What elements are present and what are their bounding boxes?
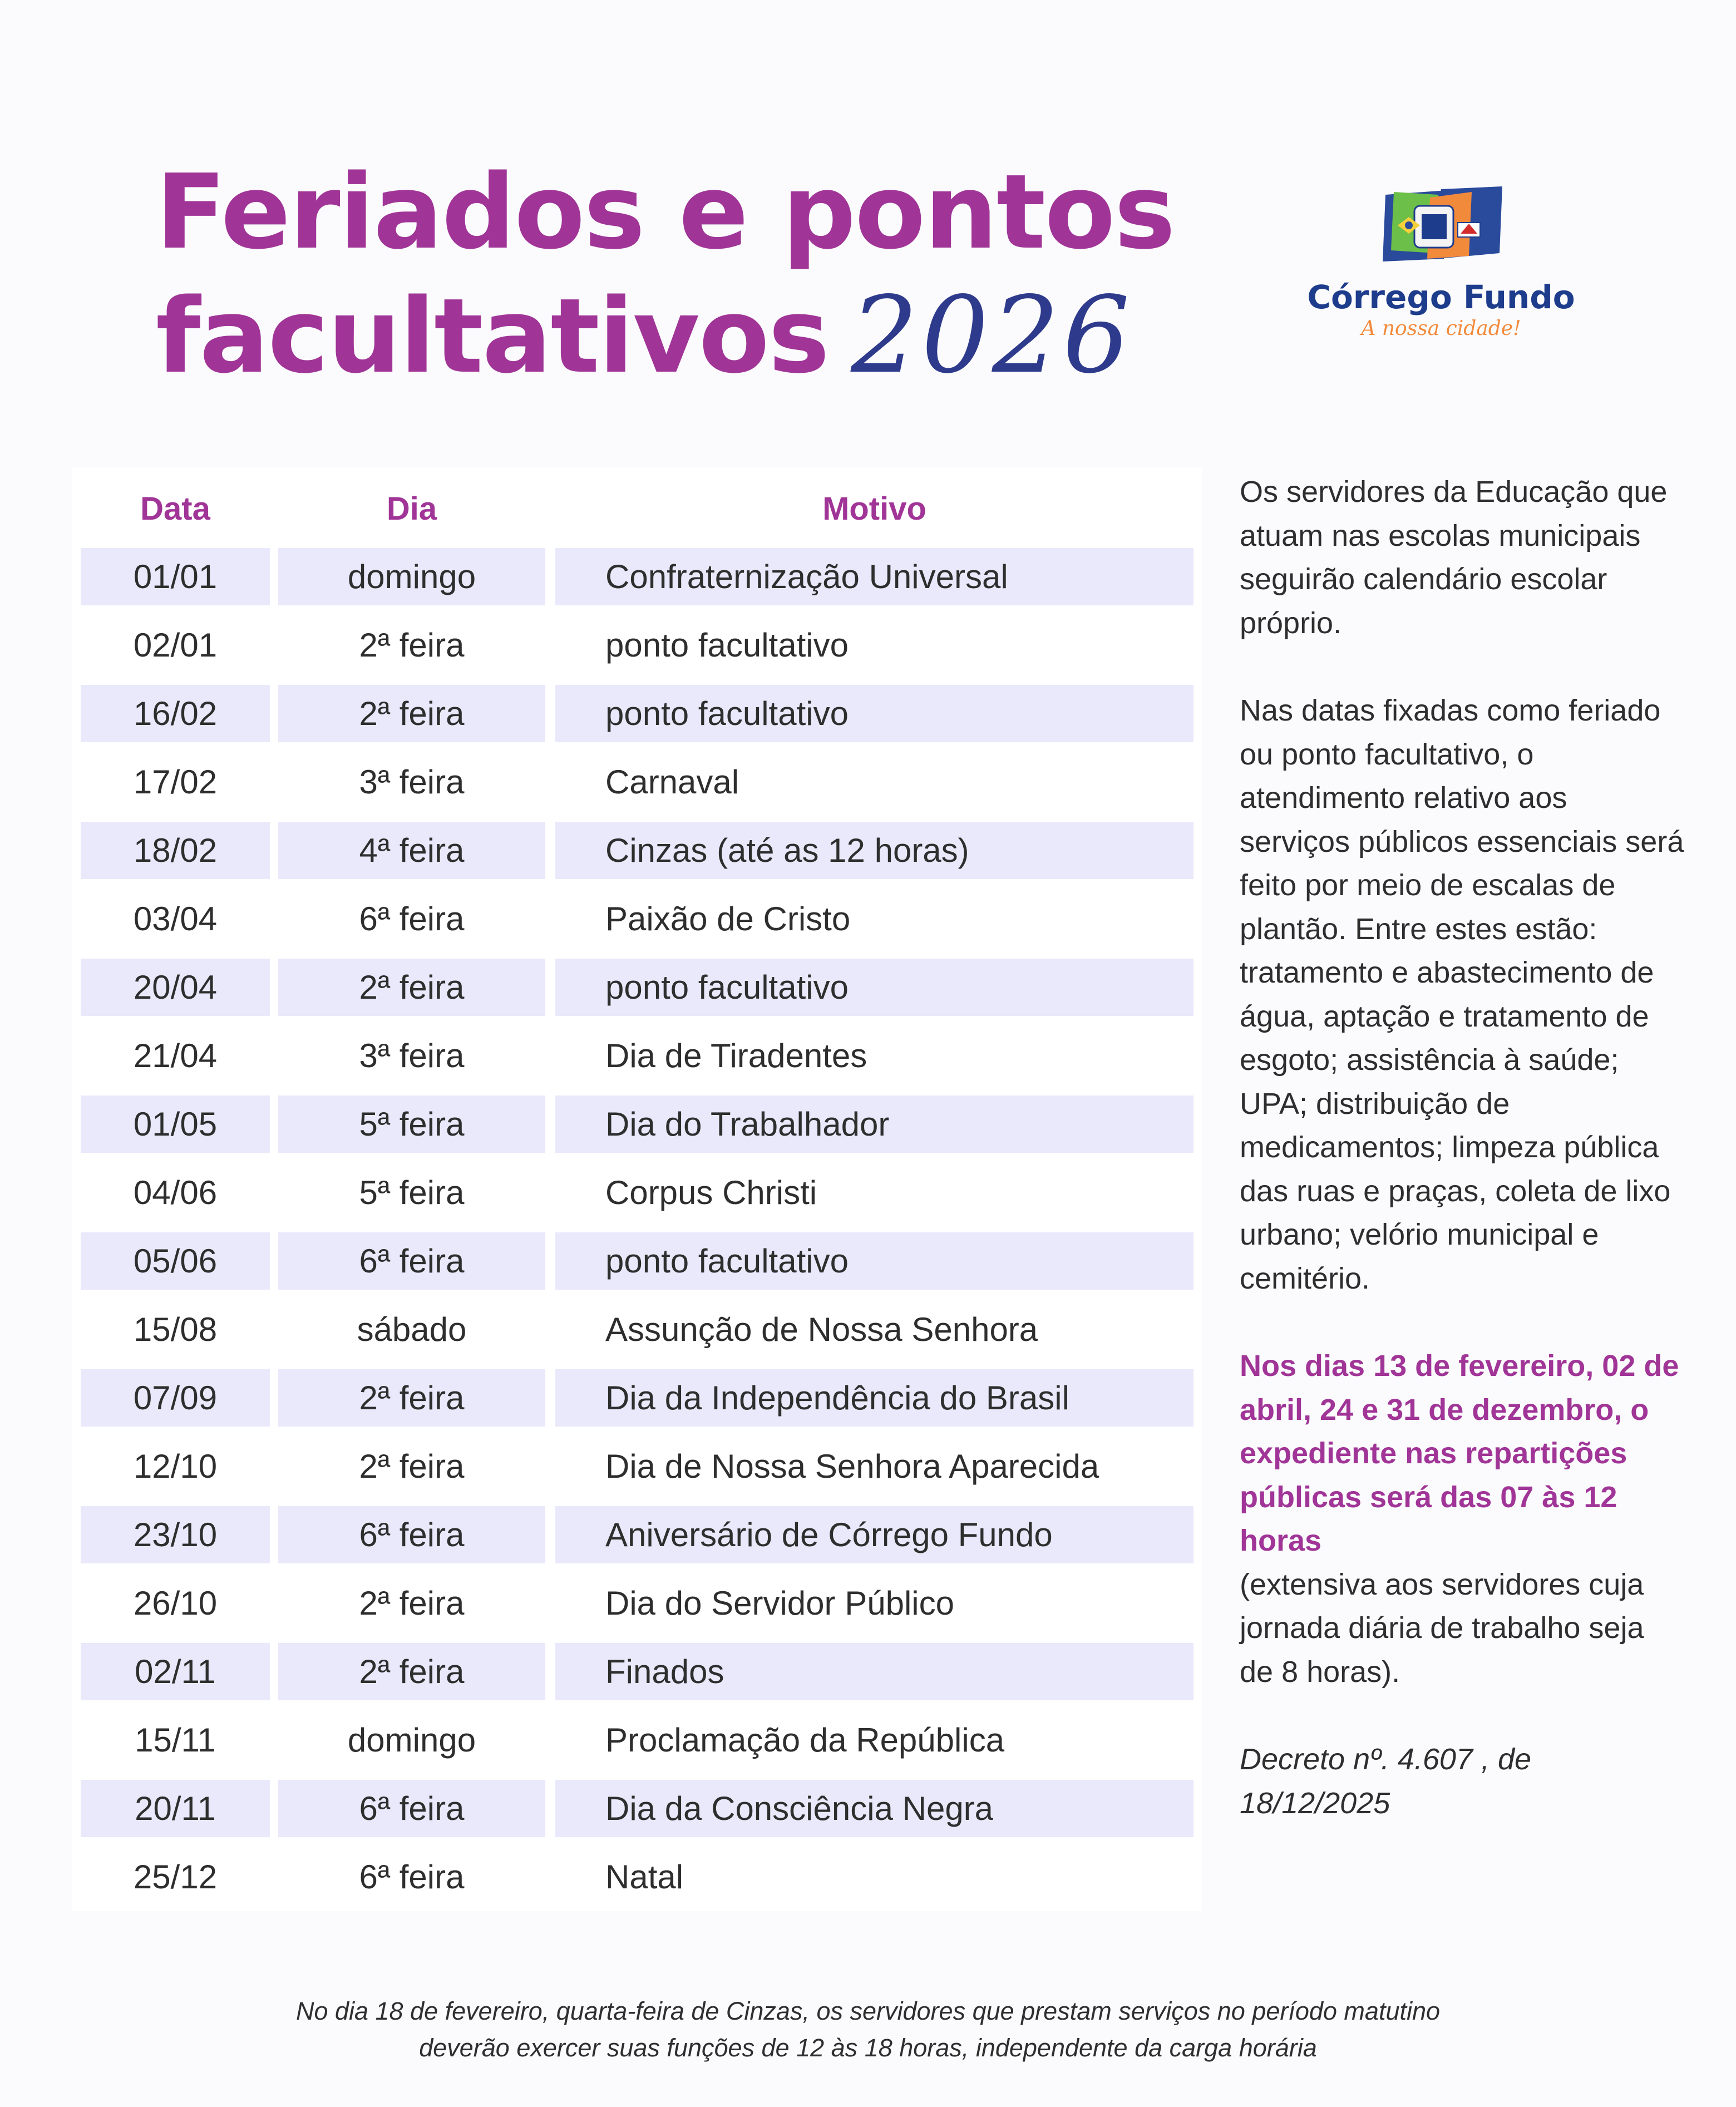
table-row <box>81 1093 1194 1161</box>
cell-date: 21/04 <box>133 1037 218 1074</box>
table-row <box>81 1298 1194 1366</box>
cell-day: domingo <box>278 548 545 605</box>
cell-date: 15/08 <box>133 1311 218 1348</box>
table-row <box>81 1777 1194 1846</box>
cell-day: 2ª feira <box>278 959 545 1016</box>
decree-reference: Decreto nº. 4.607 , de 18/12/2025 <box>1240 1743 1532 1820</box>
cell-day: 6ª feira <box>359 900 465 937</box>
cell-date: 15/11 <box>135 1721 216 1759</box>
table-row <box>81 682 1194 751</box>
cell-day: 6ª feira <box>278 1232 545 1290</box>
cell-reason: Paixão de Cristo <box>605 900 851 937</box>
cell-reason: Dia da Consciência Negra <box>555 1780 1194 1837</box>
table-row <box>81 751 1194 819</box>
table-row <box>81 1161 1194 1230</box>
table-body <box>81 545 1194 1914</box>
cell-date: 23/10 <box>81 1506 270 1563</box>
header-reason: Motivo <box>822 491 926 527</box>
table-row <box>81 956 1194 1024</box>
cell-day: 4ª feira <box>278 822 545 879</box>
cell-reason: ponto facultativo <box>605 626 849 664</box>
table-row <box>81 1640 1194 1709</box>
cell-reason: ponto facultativo <box>555 1232 1194 1290</box>
cell-reason: ponto facultativo <box>555 685 1194 742</box>
cell-day: 6ª feira <box>359 1858 465 1896</box>
cell-reason: Confraternização Universal <box>555 548 1194 605</box>
city-logo <box>1291 184 1591 362</box>
cell-day: 2ª feira <box>359 626 465 664</box>
footer-line-2: deverão exercer suas funções de 12 às 18 horas, independente da carga horária <box>419 2034 1317 2062</box>
cell-day: 5ª feira <box>359 1174 465 1211</box>
cell-date: 12/10 <box>133 1448 218 1485</box>
table-row <box>81 1572 1194 1640</box>
coat-of-arms-icon <box>1374 184 1508 267</box>
cell-date: 20/11 <box>81 1780 270 1837</box>
holidays-table <box>72 467 1202 1911</box>
cell-reason: Corpus Christi <box>605 1174 817 1211</box>
header-day: Dia <box>386 491 437 527</box>
table-row <box>81 887 1194 956</box>
cell-day: 2ª feira <box>278 685 545 742</box>
cell-date: 05/06 <box>81 1232 270 1290</box>
cell-date: 01/05 <box>81 1096 270 1153</box>
essential-services-note: Nas datas fixadas como feriado ou ponto facultativo, o atendimento relativo aos serviços públicos essenciais será feito por meio de escalas de plantão. Entre estes estão: tratamento e abastecimento de água, aptação e tratamento de esgoto; assistência à saúde; UPA; distribuição de medicamentos; limpeza pública das ruas e praças, coleta de lixo urbano; velório municipal e cemitério. <box>1240 694 1684 1295</box>
title-line-1: Feriados e pontos <box>156 152 1175 272</box>
cell-day: domingo <box>347 1721 476 1759</box>
table-row <box>81 1503 1194 1572</box>
cell-reason: ponto facultativo <box>555 959 1194 1016</box>
cell-date: 17/02 <box>133 763 218 801</box>
cell-reason: Dia do Trabalhador <box>555 1096 1194 1153</box>
cell-reason: Dia de Nossa Senhora Aparecida <box>605 1448 1099 1485</box>
footer-line-1: No dia 18 de fevereiro, quarta-feira de Cinzas, os servidores que prestam serviços no período matutino <box>295 1997 1441 2025</box>
title-line-2: facultativos <box>156 276 829 396</box>
logo-city-name: Córrego Fundo <box>1307 278 1575 316</box>
cell-reason: Aniversário de Córrego Fundo <box>555 1506 1194 1563</box>
cell-date: 20/04 <box>81 959 270 1016</box>
cell-day: 3ª feira <box>359 763 465 801</box>
table-row <box>81 1366 1194 1435</box>
table-row <box>81 1230 1194 1298</box>
table-row <box>81 1024 1194 1093</box>
cell-reason: Cinzas (até as 12 horas) <box>555 822 1194 879</box>
cell-reason: Finados <box>555 1643 1194 1700</box>
cell-day: 2ª feira <box>359 1585 465 1622</box>
cell-reason: Dia da Independência do Brasil <box>555 1369 1194 1427</box>
cell-reason: Carnaval <box>605 763 739 801</box>
cell-date: 01/01 <box>81 548 270 605</box>
cell-day: 6ª feira <box>278 1506 545 1563</box>
info-sidebar <box>1240 470 1685 1825</box>
cell-date: 04/06 <box>133 1174 218 1211</box>
cell-day: 6ª feira <box>278 1780 545 1837</box>
cell-reason: Natal <box>605 1858 684 1896</box>
education-note: Os servidores da Educação que atuam nas escolas municipais seguirão calendário escolar próprio. <box>1240 475 1668 640</box>
cell-reason: Assunção de Nossa Senhora <box>605 1311 1038 1348</box>
table-row <box>81 545 1194 614</box>
table-header <box>81 487 1194 531</box>
cell-day: 2ª feira <box>278 1643 545 1700</box>
cell-date: 16/02 <box>81 685 270 742</box>
table-row <box>81 819 1194 887</box>
page-title <box>156 150 1175 398</box>
cell-date: 03/04 <box>133 900 218 937</box>
reduced-hours-note: Nos dias 13 de fevereiro, 02 de abril, 24 e 31 de dezembro, o expediente nas repartições públicas será das 07 às 12 horas <box>1240 1349 1679 1557</box>
cell-date: 07/09 <box>81 1369 270 1427</box>
table-row <box>81 1435 1194 1503</box>
table-row <box>81 614 1194 682</box>
table-row <box>81 1846 1194 1914</box>
cell-date: 18/02 <box>81 822 270 879</box>
cell-day: 2ª feira <box>359 1448 465 1485</box>
cell-reason: Proclamação da República <box>605 1721 1005 1759</box>
logo-tagline: A nossa cidade! <box>1361 317 1521 340</box>
cell-day: 2ª feira <box>278 1369 545 1427</box>
table-row <box>81 1709 1194 1777</box>
cell-date: 26/10 <box>133 1585 218 1622</box>
footer-note <box>0 1993 1736 2066</box>
reduced-hours-extension: (extensiva aos servidores cuja jornada diária de trabalho seja de 8 horas). <box>1240 1567 1644 1689</box>
cell-reason: Dia do Servidor Público <box>605 1585 954 1622</box>
header-date: Data <box>140 491 210 527</box>
cell-date: 02/01 <box>133 626 218 664</box>
cell-day: sábado <box>357 1311 467 1348</box>
cell-date: 02/11 <box>81 1643 270 1700</box>
title-year: 2026 <box>851 274 1133 397</box>
cell-day: 5ª feira <box>278 1096 545 1153</box>
cell-day: 3ª feira <box>359 1037 465 1074</box>
cell-date: 25/12 <box>133 1858 218 1896</box>
cell-reason: Dia de Tiradentes <box>605 1037 867 1074</box>
